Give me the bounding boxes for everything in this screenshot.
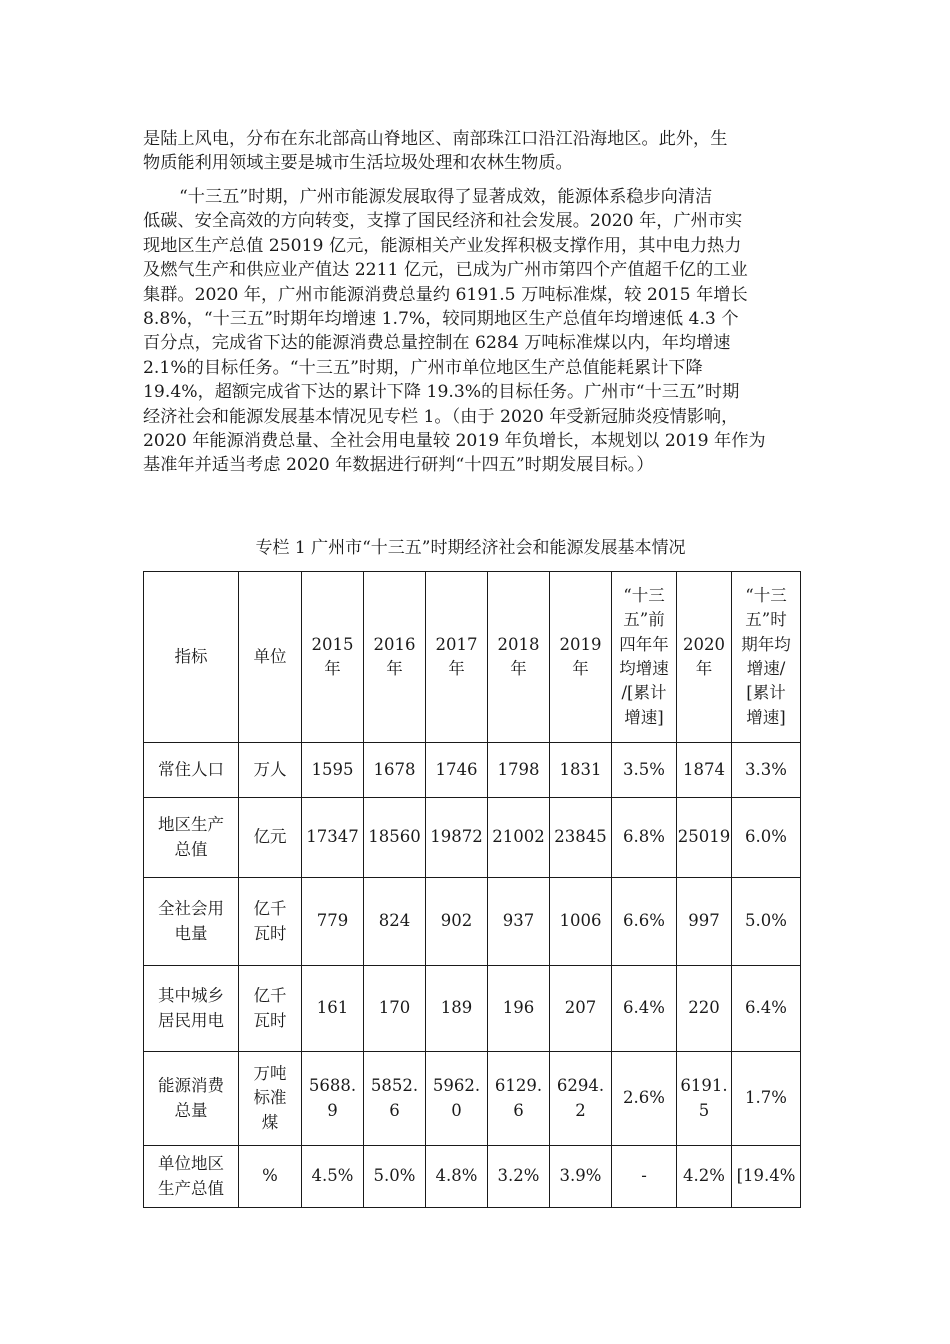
row-label-cell (144, 743, 239, 798)
cell-value: 6.6% (623, 911, 665, 931)
cell-value: 6 (389, 1100, 400, 1120)
column-header (732, 572, 801, 743)
cell-value: 万吨 (253, 1063, 287, 1083)
table-cell (364, 1052, 426, 1146)
table-cell (488, 878, 550, 966)
row-label-text: 地区生产 (158, 815, 224, 835)
table-cell (612, 798, 677, 878)
column-header-text: 增速/ (746, 659, 786, 678)
column-header-text: 2020 (683, 634, 725, 654)
table-cell (302, 878, 364, 966)
column-header-text: 均增速 (619, 659, 669, 678)
paragraph-energy-resources (143, 127, 808, 176)
cell-value: 瓦时 (253, 1010, 287, 1030)
column-header-text: 五”时 (745, 610, 787, 630)
cell-value: 19872 (430, 827, 483, 847)
table-cell (426, 878, 488, 966)
table-cell (677, 798, 732, 878)
cell-value: 6129. (494, 1076, 543, 1096)
paragraph-line: 19.4%，超额完成省下达的累计下降 19.3%的目标任务。广州市“十三五”时期 (143, 382, 740, 403)
table-cell (302, 798, 364, 878)
column-header-text: 年 (572, 659, 589, 678)
cell-value: - (641, 1166, 647, 1186)
cell-value: 779 (316, 911, 349, 931)
cell-value: 902 (440, 911, 473, 931)
table-row (144, 1052, 801, 1146)
cell-value: 9 (327, 1100, 338, 1120)
table-row (144, 743, 801, 798)
table-cell (550, 878, 612, 966)
paragraph-line: 集群。2020 年，广州市能源消费总量约 6191.5 万吨标准煤，较 2015 年增长 (143, 284, 748, 305)
table-cell (677, 966, 732, 1052)
cell-value: 220 (688, 998, 720, 1018)
table-cell (364, 966, 426, 1052)
cell-value: 1595 (311, 759, 354, 779)
cell-value: 0 (451, 1100, 462, 1120)
table-cell (426, 743, 488, 798)
cell-value: 6.4% (745, 998, 787, 1018)
cell-value: 瓦时 (253, 923, 287, 943)
column-header-text: 2016 (373, 634, 416, 654)
paragraph-line: “十三五”时期，广州市能源发展取得了显著成效，能源体系稳步向清洁 (179, 187, 713, 207)
paragraph-13th-five-year-review (143, 185, 808, 478)
table-cell (677, 743, 732, 798)
cell-value: 4.8% (435, 1166, 478, 1186)
row-label-cell (144, 966, 239, 1052)
column-header (302, 572, 364, 743)
cell-value: 6294. (556, 1076, 605, 1096)
cell-value: 亿元 (253, 827, 287, 847)
column-header-text: 增速] (746, 707, 786, 727)
cell-value: 17347 (306, 827, 359, 847)
cell-value: 6 (513, 1100, 524, 1120)
cell-value: 2.6% (623, 1088, 665, 1108)
table-body (144, 743, 801, 1208)
cell-value: 1798 (497, 759, 540, 779)
table-cell (239, 878, 302, 966)
table-cell (488, 1146, 550, 1208)
paragraph-line: 基准年并适当考虑 2020 年数据进行研判“十四五”时期发展目标。） (143, 455, 654, 476)
table-cell (677, 1146, 732, 1208)
column-header-text: “十三 (745, 585, 787, 605)
table-cell (488, 743, 550, 798)
column-header (144, 572, 239, 743)
table-cell (732, 1052, 801, 1146)
cell-value: 1874 (683, 759, 725, 779)
row-label-text: 总值 (174, 839, 208, 859)
cell-value: 6.4% (623, 998, 665, 1018)
table-cell (426, 798, 488, 878)
cell-value: 亿千 (253, 986, 287, 1006)
cell-value: 5.0% (745, 911, 787, 931)
table-cell (488, 798, 550, 878)
cell-value: 5852. (370, 1076, 419, 1096)
table-cell (239, 1146, 302, 1208)
column-header (488, 572, 550, 743)
table-cell (612, 878, 677, 966)
column-header-text: 四年年 (619, 634, 669, 654)
column-header-text: 年 (448, 659, 465, 678)
table-cell (612, 743, 677, 798)
row-label-cell (144, 798, 239, 878)
column-header-text: 增速] (624, 707, 664, 727)
table-cell (677, 878, 732, 966)
cell-value: 4.5% (311, 1166, 354, 1186)
cell-value: 207 (564, 998, 597, 1018)
table-cell (550, 743, 612, 798)
table-cell (302, 966, 364, 1052)
table-cell (364, 743, 426, 798)
table-cell (550, 966, 612, 1052)
cell-value: 3.5% (623, 759, 665, 779)
table-cell (732, 966, 801, 1052)
table-cell (488, 966, 550, 1052)
column-header-text: 年 (510, 659, 527, 678)
column-header (426, 572, 488, 743)
row-label-text: 全社会用 (158, 899, 224, 919)
cell-value: 1746 (435, 759, 478, 779)
table-row (144, 878, 801, 966)
row-label-text: 居民用电 (158, 1010, 224, 1030)
cell-value: 1831 (559, 759, 602, 779)
table-cell (239, 966, 302, 1052)
row-label-text: 总量 (174, 1100, 208, 1120)
paragraph-line: 及燃气生产和供应业产值达 2211 亿元，已成为广州市第四个产值超千亿的工业 (143, 260, 748, 281)
cell-value: 937 (502, 911, 535, 931)
column-header-text: [累计 (746, 683, 786, 703)
table-cell (550, 1052, 612, 1146)
column-header (364, 572, 426, 743)
statistics-table (143, 571, 801, 1208)
column-header (612, 572, 677, 743)
table-cell (364, 798, 426, 878)
table-cell (732, 878, 801, 966)
cell-value: 1.7% (745, 1088, 787, 1108)
cell-value: 3.3% (745, 759, 787, 779)
table-cell (239, 743, 302, 798)
cell-value: 189 (440, 998, 473, 1018)
table-cell (364, 1146, 426, 1208)
row-label-text: 电量 (174, 923, 208, 943)
column-header-text: 五”前 (623, 610, 665, 630)
table-header-row (144, 572, 801, 743)
cell-value: 3.9% (559, 1166, 602, 1186)
column-header (239, 572, 302, 743)
paragraph-line: 8.8%，“十三五”时期年均增速 1.7%，较同期地区生产总值年均增速低 4.3 个 (143, 309, 739, 330)
table-cell (426, 1146, 488, 1208)
cell-value: 824 (378, 911, 411, 931)
table-cell (302, 1146, 364, 1208)
table-row (144, 966, 801, 1052)
paragraph-line: 现地区生产总值 25019 亿元，能源相关产业发挥积极支撑作用，其中电力热力 (143, 235, 742, 256)
table-cell (550, 798, 612, 878)
table-cell (364, 878, 426, 966)
cell-value: 5.0% (373, 1166, 416, 1186)
table-cell (732, 798, 801, 878)
row-label-text: 单位地区 (158, 1154, 224, 1174)
cell-value: 4.2% (683, 1166, 725, 1186)
row-label-text: 常住人口 (158, 759, 224, 779)
table-cell (239, 798, 302, 878)
paragraph-line: 百分点，完成省下达的能源消费总量控制在 6284 万吨标准煤以内，年均增速 (143, 333, 731, 354)
paragraph-line: 2.1%的目标任务。“十三五”时期，广州市单位地区生产总值能耗累计下降 (143, 357, 703, 378)
cell-value: 21002 (492, 827, 545, 847)
table-cell (302, 1052, 364, 1146)
cell-value: 997 (688, 911, 720, 931)
table-cell (302, 743, 364, 798)
cell-value: 5688. (308, 1076, 357, 1096)
column-header-text: “十三 (623, 585, 665, 605)
cell-value: 5962. (432, 1076, 481, 1096)
column-header-text: 2019 (559, 634, 602, 654)
cell-value: 煤 (261, 1112, 279, 1132)
cell-value: 23845 (554, 827, 607, 847)
row-label-cell (144, 878, 239, 966)
row-label-cell (144, 1052, 239, 1146)
row-label-text: 能源消费 (158, 1076, 224, 1096)
cell-value: 标准 (253, 1088, 287, 1108)
table-cell (612, 966, 677, 1052)
table-caption: 专栏 1 广州市“十三五”时期经济社会和能源发展基本情况 (255, 538, 686, 558)
table-cell (550, 1146, 612, 1208)
column-header-text: /[累计 (621, 683, 667, 703)
cell-value: 3.2% (497, 1166, 540, 1186)
cell-value: 5 (698, 1100, 710, 1120)
column-header-text: 2015 (311, 634, 354, 654)
column-header (550, 572, 612, 743)
column-header-text: 2017 (435, 634, 478, 654)
cell-value: 2 (575, 1100, 586, 1120)
cell-value: 1678 (373, 759, 416, 779)
cell-value: 25019 (677, 827, 731, 847)
table-row (144, 1146, 801, 1208)
row-label-text: 其中城乡 (158, 986, 224, 1006)
cell-value: 18560 (368, 827, 421, 847)
cell-value: 196 (502, 998, 535, 1018)
cell-value: % (262, 1166, 278, 1186)
table-cell (612, 1146, 677, 1208)
cell-value: 万人 (253, 759, 287, 779)
column-header-text: 年 (324, 659, 341, 678)
paragraph-line: 低碳、安全高效的方向转变，支撑了国民经济和社会发展。2020 年，广州市实 (143, 211, 743, 232)
column-header-text: 2018 (497, 634, 540, 654)
column-header-text: 指标 (174, 646, 208, 666)
column-header-text: 期年均 (741, 634, 791, 654)
table-cell (677, 1052, 732, 1146)
column-header-text: 单位 (253, 646, 287, 666)
cell-value: [19.4% (736, 1166, 796, 1186)
paragraph-line: 是陆上风电，分布在东北部高山脊地区、南部珠江口沿江沿海地区。此外，生 (143, 129, 728, 149)
cell-value: 6191. (680, 1076, 728, 1096)
table-cell (426, 966, 488, 1052)
table-cell (732, 743, 801, 798)
table-cell (239, 1052, 302, 1146)
column-header-text: 年 (695, 659, 713, 678)
column-header-text: 年 (386, 659, 403, 678)
row-label-cell (144, 1146, 239, 1208)
cell-value: 亿千 (253, 899, 287, 919)
table-cell (488, 1052, 550, 1146)
table-cell (426, 1052, 488, 1146)
table-row (144, 798, 801, 878)
cell-value: 170 (378, 998, 411, 1018)
table-cell (732, 1146, 801, 1208)
paragraph-line: 2020 年能源消费总量、全社会用电量较 2019 年负增长，本规划以 2019 年作为 (143, 431, 766, 452)
row-label-text: 生产总值 (158, 1178, 224, 1198)
cell-value: 161 (316, 998, 349, 1018)
cell-value: 6.8% (623, 827, 665, 847)
cell-value: 6.0% (745, 827, 787, 847)
paragraph-line: 经济社会和能源发展基本情况见专栏 1。（由于 2020 年受新冠肺炎疫情影响， (143, 406, 739, 427)
paragraph-line: 物质能利用领域主要是城市生活垃圾处理和农林生物质。 (143, 153, 573, 174)
table-cell (612, 1052, 677, 1146)
cell-value: 1006 (559, 911, 602, 931)
column-header (677, 572, 732, 743)
